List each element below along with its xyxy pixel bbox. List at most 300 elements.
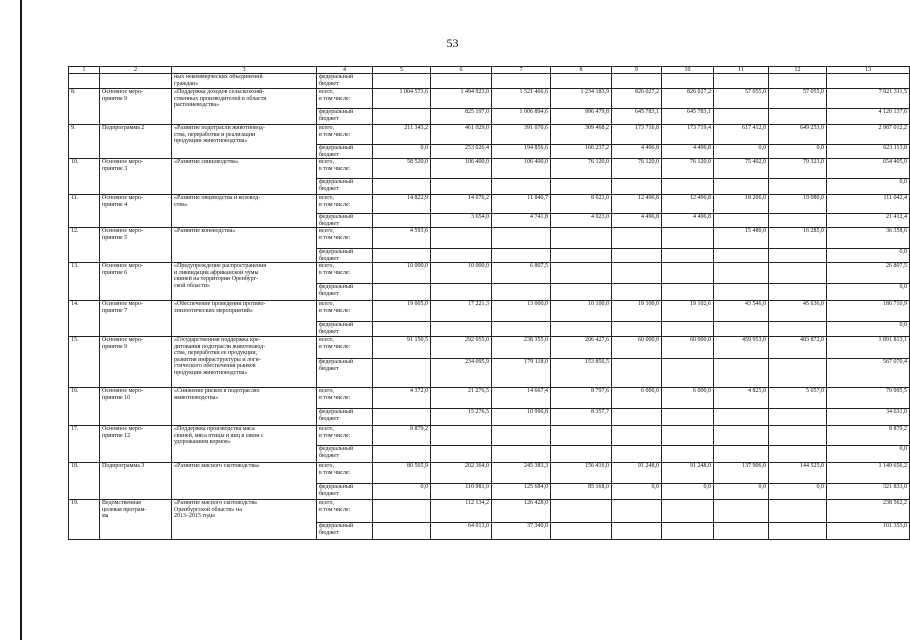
year-value-cell: 459 953,0: [714, 337, 769, 359]
column-number: 10: [662, 67, 714, 74]
year-value-cell: [431, 249, 492, 263]
year-value-cell: [492, 284, 551, 301]
year-value-cell: [662, 263, 714, 284]
year-value-cell: [612, 500, 662, 523]
year-value-cell: 125 684,0: [492, 484, 551, 500]
total-value-cell: 238 562,2: [827, 500, 910, 523]
finance-type-cell: федеральный бюджет: [317, 284, 373, 301]
finance-type-cell: федеральный бюджет: [317, 523, 373, 540]
year-value-cell: [373, 74, 431, 89]
year-value-cell: 17 221,3: [431, 301, 492, 322]
year-value-cell: 10 100,0: [551, 301, 612, 322]
year-value-cell: 826 027,2: [662, 89, 714, 109]
column-number: 5: [373, 67, 431, 74]
year-value-cell: 211 343,2: [373, 125, 431, 145]
year-value-cell: [431, 179, 492, 195]
row-number-cell: 14.: [69, 301, 100, 337]
year-value-cell: 85 168,0: [551, 484, 612, 500]
year-value-cell: 6 000,0: [612, 388, 662, 409]
page-binding-edge: [20, 0, 22, 640]
year-value-cell: [551, 74, 612, 89]
row-number-cell: 15.: [69, 337, 100, 388]
year-value-cell: 4 593,6: [373, 228, 431, 249]
total-value-cell: 623 113,8: [827, 145, 910, 159]
row-number-cell: 10.: [69, 159, 100, 195]
year-value-cell: 16 285,0: [769, 228, 827, 249]
program-name-cell: «Развитие коневодства»: [172, 228, 317, 263]
row-number-cell: 18.: [69, 463, 100, 500]
year-value-cell: 6 807,5: [492, 263, 551, 284]
total-value-cell: 1 891 813,1: [827, 337, 910, 359]
year-value-cell: 13 000,0: [492, 301, 551, 322]
table-row: [69, 89, 910, 109]
row-number-cell: 13.: [69, 263, 100, 301]
year-value-cell: [662, 228, 714, 249]
year-value-cell: [373, 409, 431, 426]
year-value-cell: 8 879,2: [373, 426, 431, 446]
finance-type-cell: федеральный бюджет: [317, 145, 373, 159]
year-value-cell: 0,0: [769, 484, 827, 500]
program-name-cell: «Обеспечение проведения противо- эпизоотических мероприятий»: [172, 301, 317, 337]
year-value-cell: [662, 409, 714, 426]
year-value-cell: 79 323,0: [769, 159, 827, 179]
year-value-cell: [769, 109, 827, 125]
total-value-cell: 0,0: [827, 179, 910, 195]
year-value-cell: [612, 359, 662, 388]
year-value-cell: 91 248,0: [662, 463, 714, 484]
year-value-cell: [492, 249, 551, 263]
year-value-cell: [662, 446, 714, 463]
year-value-cell: [492, 228, 551, 249]
year-value-cell: [551, 426, 612, 446]
row-number-cell: 19.: [69, 500, 100, 540]
year-value-cell: 309 468,2: [551, 125, 612, 145]
year-value-cell: 57 055,0: [714, 89, 769, 109]
program-name-cell: «Предупреждение распространения и ликвидация африканской чумы свиней на территории Оренбург- ской области»: [172, 263, 317, 301]
year-value-cell: 4 496,8: [612, 214, 662, 228]
year-value-cell: 57 055,0: [769, 89, 827, 109]
year-value-cell: 0,0: [373, 484, 431, 500]
year-value-cell: 18 206,0: [714, 195, 769, 214]
year-value-cell: [769, 249, 827, 263]
year-value-cell: [714, 214, 769, 228]
table-row: [69, 426, 910, 446]
year-value-cell: 15 276,5: [431, 409, 492, 426]
program-name-cell: ных некоммерческих объединений граждан»: [172, 74, 317, 89]
year-value-cell: 4 825,0: [714, 388, 769, 409]
column-number: 13: [827, 67, 910, 74]
year-value-cell: 1 004 573,6: [373, 89, 431, 109]
year-value-cell: [551, 179, 612, 195]
program-name-cell: «Государственная поддержка кре- дитования подотрасли животновод- ства, переработки ее продукции, развития инфраструктуры и логи- стического обеспечения рынков продукции животноводства»: [172, 337, 317, 388]
program-type-cell: Основное меро- приятие 12: [100, 426, 172, 463]
year-value-cell: 1 006 894,6: [492, 109, 551, 125]
year-value-cell: 649 253,0: [769, 125, 827, 145]
table-row: [69, 125, 910, 145]
year-value-cell: 8 023,0: [551, 195, 612, 214]
year-value-cell: 37 340,0: [492, 523, 551, 540]
year-value-cell: 206 427,6: [551, 337, 612, 359]
year-value-cell: [769, 214, 827, 228]
finance-type-cell: всего, в том числе:: [317, 125, 373, 145]
year-value-cell: 8 797,6: [551, 388, 612, 409]
year-value-cell: [431, 74, 492, 89]
total-value-cell: 34 631,0: [827, 409, 910, 426]
finance-type-cell: всего, в том числе:: [317, 263, 373, 284]
column-number: 9: [612, 67, 662, 74]
year-value-cell: 645 783,1: [662, 109, 714, 125]
row-number-cell: [69, 74, 100, 89]
year-value-cell: 4 496,8: [612, 145, 662, 159]
finance-type-cell: всего, в том числе:: [317, 337, 373, 359]
year-value-cell: 19 100,0: [612, 301, 662, 322]
year-value-cell: [373, 179, 431, 195]
finance-type-cell: федеральный бюджет: [317, 179, 373, 195]
year-value-cell: 202 364,0: [431, 463, 492, 484]
table-row: [69, 463, 910, 484]
year-value-cell: [714, 322, 769, 337]
finance-type-cell: федеральный бюджет: [317, 214, 373, 228]
year-value-cell: [662, 523, 714, 540]
year-value-cell: [827, 74, 910, 89]
program-type-cell: Основное меро- приятие 9: [100, 89, 172, 125]
year-value-cell: 45 636,0: [769, 301, 827, 322]
total-value-cell: 0,0: [827, 249, 910, 263]
year-value-cell: 153 856,5: [551, 359, 612, 388]
column-number: 2: [100, 67, 172, 74]
finance-type-cell: всего, в том числе:: [317, 195, 373, 214]
finance-type-cell: федеральный бюджет: [317, 409, 373, 426]
year-value-cell: 60 000,0: [662, 337, 714, 359]
column-number-row: [69, 67, 910, 74]
year-value-cell: [551, 249, 612, 263]
program-type-cell: [100, 74, 172, 89]
table-row: [69, 388, 910, 409]
year-value-cell: 4 496,8: [662, 145, 714, 159]
finance-type-cell: федеральный бюджет: [317, 446, 373, 463]
program-name-cell: «Развитие свиноводства»: [172, 159, 317, 195]
total-value-cell: 70 995,5: [827, 388, 910, 409]
year-value-cell: [551, 446, 612, 463]
year-value-cell: 91 150,5: [373, 337, 431, 359]
year-value-cell: 292 055,0: [431, 337, 492, 359]
finance-type-cell: федеральный бюджет: [317, 359, 373, 388]
year-value-cell: [662, 249, 714, 263]
year-value-cell: [714, 284, 769, 301]
year-value-cell: [612, 409, 662, 426]
column-number: 6: [431, 67, 492, 74]
program-type-cell: Подпрограмма 2: [100, 125, 172, 159]
year-value-cell: 0,0: [612, 484, 662, 500]
year-value-cell: 76 120,0: [551, 159, 612, 179]
year-value-cell: [492, 446, 551, 463]
program-type-cell: Основное меро- приятие 3: [100, 159, 172, 195]
row-number-cell: 11.: [69, 195, 100, 228]
year-value-cell: 156 416,0: [551, 463, 612, 484]
total-value-cell: 21 412,4: [827, 214, 910, 228]
year-value-cell: [612, 523, 662, 540]
year-value-cell: [373, 214, 431, 228]
year-value-cell: [769, 322, 827, 337]
column-number: 11: [714, 67, 769, 74]
year-value-cell: 483 872,0: [769, 337, 827, 359]
year-value-cell: [612, 263, 662, 284]
year-value-cell: [431, 322, 492, 337]
year-value-cell: 10 996,8: [492, 409, 551, 426]
year-value-cell: [612, 74, 662, 89]
year-value-cell: 14 076,2: [431, 195, 492, 214]
column-number: 4: [317, 67, 373, 74]
table-row: [69, 301, 910, 322]
year-value-cell: [714, 74, 769, 89]
total-value-cell: 0,0: [827, 322, 910, 337]
year-value-cell: 645 783,1: [612, 109, 662, 125]
program-name-cell: «Развитие овцеводства и козовод- ства»: [172, 195, 317, 228]
year-value-cell: 1 234 183,9: [551, 89, 612, 109]
year-value-cell: 11 840,7: [492, 195, 551, 214]
total-value-cell: 8 879,2: [827, 426, 910, 446]
year-value-cell: [662, 359, 714, 388]
column-number: 3: [172, 67, 317, 74]
year-value-cell: 461 029,0: [431, 125, 492, 145]
year-value-cell: 391 070,6: [492, 125, 551, 145]
finance-type-cell: всего, в том числе:: [317, 301, 373, 322]
year-value-cell: 0,0: [373, 145, 431, 159]
program-name-cell: «Поддержка производства мяса свиней, мяса птицы и яиц в связи с удорожанием кормов»: [172, 426, 317, 463]
finance-type-cell: всего, в том числе:: [317, 89, 373, 109]
year-value-cell: 19 080,0: [769, 195, 827, 214]
finance-type-cell: всего, в том числе:: [317, 463, 373, 484]
year-value-cell: [714, 109, 769, 125]
year-value-cell: 0,0: [662, 484, 714, 500]
year-value-cell: 1 521 466,6: [492, 89, 551, 109]
year-value-cell: 4 372,0: [373, 388, 431, 409]
year-value-cell: 253 026,4: [431, 145, 492, 159]
program-name-cell: «Развитие подотрасли животновод- ства, переработки и реализации продукции животноводства»: [172, 125, 317, 159]
row-number-cell: 8.: [69, 89, 100, 125]
year-value-cell: 126 428,0: [492, 500, 551, 523]
year-value-cell: 0,0: [714, 484, 769, 500]
year-value-cell: [551, 500, 612, 523]
table-row: [69, 159, 910, 179]
year-value-cell: [714, 359, 769, 388]
year-value-cell: [769, 409, 827, 426]
year-value-cell: [612, 284, 662, 301]
table-body: [69, 67, 910, 540]
year-value-cell: 106 400,0: [431, 159, 492, 179]
column-number: 1: [69, 67, 100, 74]
program-type-cell: Основное меро- приятие 9: [100, 337, 172, 388]
year-value-cell: [662, 500, 714, 523]
year-value-cell: 173 719,4: [662, 125, 714, 145]
year-value-cell: [714, 500, 769, 523]
year-value-cell: [373, 249, 431, 263]
year-value-cell: [714, 249, 769, 263]
year-value-cell: 110 981,0: [431, 484, 492, 500]
year-value-cell: 166 237,2: [551, 145, 612, 159]
year-value-cell: [769, 179, 827, 195]
finance-type-cell: всего, в том числе:: [317, 228, 373, 249]
year-value-cell: 80 565,9: [373, 463, 431, 484]
column-number: 8: [551, 67, 612, 74]
year-value-cell: [714, 426, 769, 446]
finance-type-cell: федеральный бюджет: [317, 109, 373, 125]
year-value-cell: [373, 109, 431, 125]
year-value-cell: 14 822,9: [373, 195, 431, 214]
year-value-cell: [714, 446, 769, 463]
year-value-cell: [492, 322, 551, 337]
year-value-cell: [612, 426, 662, 446]
year-value-cell: [431, 228, 492, 249]
year-value-cell: [714, 409, 769, 426]
year-value-cell: [431, 284, 492, 301]
year-value-cell: [492, 74, 551, 89]
table-row: [69, 263, 910, 284]
year-value-cell: 8 357,7: [551, 409, 612, 426]
year-value-cell: [612, 446, 662, 463]
year-value-cell: [612, 179, 662, 195]
year-value-cell: 0,0: [769, 145, 827, 159]
year-value-cell: [662, 284, 714, 301]
year-value-cell: [769, 359, 827, 388]
page-number: 53: [446, 36, 459, 50]
total-value-cell: 7 021 311,5: [827, 89, 910, 109]
total-value-cell: 321 833,0: [827, 484, 910, 500]
year-value-cell: [373, 322, 431, 337]
year-value-cell: [769, 284, 827, 301]
table-row: [69, 228, 910, 249]
year-value-cell: [769, 446, 827, 463]
financing-table: [68, 66, 910, 540]
year-value-cell: [714, 263, 769, 284]
year-value-cell: [662, 74, 714, 89]
total-value-cell: 654 405,0: [827, 159, 910, 179]
year-value-cell: [769, 74, 827, 89]
finance-type-cell: федеральный бюджет: [317, 249, 373, 263]
year-value-cell: 112 134,2: [431, 500, 492, 523]
year-value-cell: 194 856,6: [492, 145, 551, 159]
year-value-cell: [769, 263, 827, 284]
year-value-cell: 12 496,8: [662, 195, 714, 214]
year-value-cell: [714, 179, 769, 195]
program-type-cell: Основное меро- приятие 10: [100, 388, 172, 426]
total-value-cell: 186 710,9: [827, 301, 910, 322]
table-row: [69, 195, 910, 214]
finance-type-cell: федеральный бюджет: [317, 74, 373, 89]
total-value-cell: 1 149 656,2: [827, 463, 910, 484]
year-value-cell: [714, 523, 769, 540]
year-value-cell: 179 118,0: [492, 359, 551, 388]
year-value-cell: 173 716,8: [612, 125, 662, 145]
finance-type-cell: всего, в том числе:: [317, 426, 373, 446]
year-value-cell: [373, 284, 431, 301]
year-value-cell: [492, 179, 551, 195]
table-row: [69, 337, 910, 359]
year-value-cell: [431, 426, 492, 446]
year-value-cell: 106 400,0: [492, 159, 551, 179]
finance-type-cell: всего, в том числе:: [317, 500, 373, 523]
program-name-cell: «Поддержка доходов сельскохозяй- ственных производителей в области растениеводства»: [172, 89, 317, 125]
year-value-cell: [769, 500, 827, 523]
year-value-cell: 60 000,0: [612, 337, 662, 359]
total-value-cell: 36 358,6: [827, 228, 910, 249]
year-value-cell: [662, 322, 714, 337]
year-value-cell: 137 906,0: [714, 463, 769, 484]
row-number-cell: 12.: [69, 228, 100, 263]
program-type-cell: Основное меро- приятие 6: [100, 263, 172, 301]
year-value-cell: 4 023,0: [551, 214, 612, 228]
year-value-cell: [662, 179, 714, 195]
program-name-cell: «Развитие мясного скотоводства Оренбургской области» на 2013–2015 годы: [172, 500, 317, 540]
year-value-cell: [612, 322, 662, 337]
year-value-cell: [373, 446, 431, 463]
total-value-cell: 111 042,4: [827, 195, 910, 214]
year-value-cell: 617 412,0: [714, 125, 769, 145]
year-value-cell: 21 276,5: [431, 388, 492, 409]
year-value-cell: [431, 446, 492, 463]
year-value-cell: 91 248,0: [612, 463, 662, 484]
year-value-cell: [662, 426, 714, 446]
year-value-cell: [551, 263, 612, 284]
finance-type-cell: федеральный бюджет: [317, 484, 373, 500]
year-value-cell: [551, 284, 612, 301]
year-value-cell: 245 383,3: [492, 463, 551, 484]
table-row: [69, 500, 910, 523]
finance-type-cell: всего, в том числе:: [317, 388, 373, 409]
year-value-cell: 15 480,0: [714, 228, 769, 249]
year-value-cell: [551, 322, 612, 337]
program-type-cell: Основное меро- приятие 4: [100, 195, 172, 228]
year-value-cell: 144 525,0: [769, 463, 827, 484]
program-name-cell: «Снижение рисков в подотраслях животноводства»: [172, 388, 317, 426]
year-value-cell: 825 197,0: [431, 109, 492, 125]
year-value-cell: 6 000,0: [662, 388, 714, 409]
total-value-cell: 0,0: [827, 284, 910, 301]
year-value-cell: [612, 228, 662, 249]
year-value-cell: 10 000,0: [373, 263, 431, 284]
year-value-cell: [373, 359, 431, 388]
year-value-cell: 996 479,8: [551, 109, 612, 125]
program-type-cell: Основное меро- приятие 7: [100, 301, 172, 337]
total-value-cell: 4 120 137,6: [827, 109, 910, 125]
year-value-cell: [769, 426, 827, 446]
year-value-cell: 58 520,0: [373, 159, 431, 179]
year-value-cell: 234 095,9: [431, 359, 492, 388]
program-name-cell: «Развитие мясного скотоводства»: [172, 463, 317, 500]
column-number: 7: [492, 67, 551, 74]
year-value-cell: 12 496,8: [612, 195, 662, 214]
year-value-cell: 826 027,2: [612, 89, 662, 109]
total-value-cell: 101 353,0: [827, 523, 910, 540]
year-value-cell: 10 000,0: [431, 263, 492, 284]
year-value-cell: 76 120,0: [612, 159, 662, 179]
year-value-cell: 0,0: [714, 145, 769, 159]
year-value-cell: 3 654,0: [431, 214, 492, 228]
year-value-cell: 43 546,0: [714, 301, 769, 322]
column-number: 12: [769, 67, 827, 74]
year-value-cell: 19 005,0: [373, 301, 431, 322]
total-value-cell: 567 070,4: [827, 359, 910, 388]
year-value-cell: 4 496,8: [662, 214, 714, 228]
row-number-cell: 16.: [69, 388, 100, 426]
year-value-cell: [492, 426, 551, 446]
total-value-cell: 2 987 012,2: [827, 125, 910, 145]
year-value-cell: [612, 249, 662, 263]
year-value-cell: [551, 523, 612, 540]
finance-type-cell: всего, в том числе:: [317, 159, 373, 179]
year-value-cell: [551, 228, 612, 249]
finance-type-cell: федеральный бюджет: [317, 322, 373, 337]
